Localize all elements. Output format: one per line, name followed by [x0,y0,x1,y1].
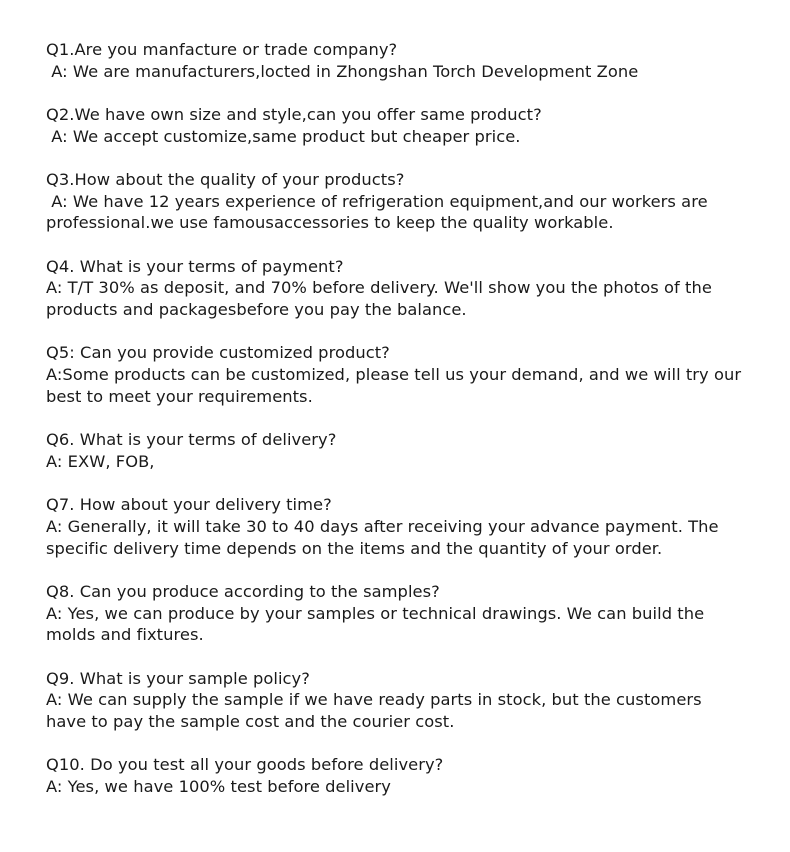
answer-6: A: EXW, FOB, [46,451,155,471]
answer-7: A: Generally, it will take 30 to 40 days after receiving your advance payment. The specific delivery time depends on the items and the quantity of your order. [46,516,724,558]
answer-10: A: Yes, we have 100% test before delivery [46,776,391,796]
question-8: Q8. Can you produce according to the samples? [46,581,440,601]
faq-list [46,39,746,819]
faq-item-1 [46,39,746,82]
question-4: Q4. What is your terms of payment? [46,256,344,276]
faq-item-7 [46,494,746,559]
faq-item-4 [46,256,746,321]
faq-item-6 [46,429,746,472]
answer-2: A: We accept customize,same product but cheaper price. [46,126,521,146]
answer-9: A: We can supply the sample if we have ready parts in stock, but the customers have to pay the sample cost and the courier cost. [46,690,707,731]
question-9: Q9. What is your sample policy? [46,668,310,688]
faq-item-8 [46,581,746,646]
faq-item-9 [46,668,746,733]
faq-item-2 [46,104,746,147]
question-2: Q2.We have own size and style,can you offer same product? [46,105,542,124]
faq-item-10 [46,754,746,797]
faq-item-3 [46,169,746,234]
answer-3: A: We have 12 years experience of refrigeration equipment,and our workers are professional.we use famousaccessories to keep the quality workable. [46,191,713,233]
question-7: Q7. How about your delivery time? [46,495,332,515]
answer-8: A: Yes, we can produce by your samples or technical drawings. We can build the molds and fixtures. [46,603,710,645]
question-3: Q3.How about the quality of your products? [46,170,405,189]
answer-5: A:Some products can be customized, please tell us your demand, and we will try our best to meet your requirements. [46,365,747,406]
question-6: Q6. What is your terms of delivery? [46,430,337,450]
answer-1: A: We are manufacturers,locted in Zhongshan Torch Development Zone [46,61,639,81]
question-10: Q10. Do you test all your goods before delivery? [46,755,444,775]
faq-item-5 [46,342,746,407]
answer-4: A: T/T 30% as deposit, and 70% before delivery. We'll show you the photos of the products and packagesbefore you pay the balance. [46,278,718,320]
question-5: Q5: Can you provide customized product? [46,343,390,363]
question-1: Q1.Are you manfacture or trade company? [46,40,398,59]
